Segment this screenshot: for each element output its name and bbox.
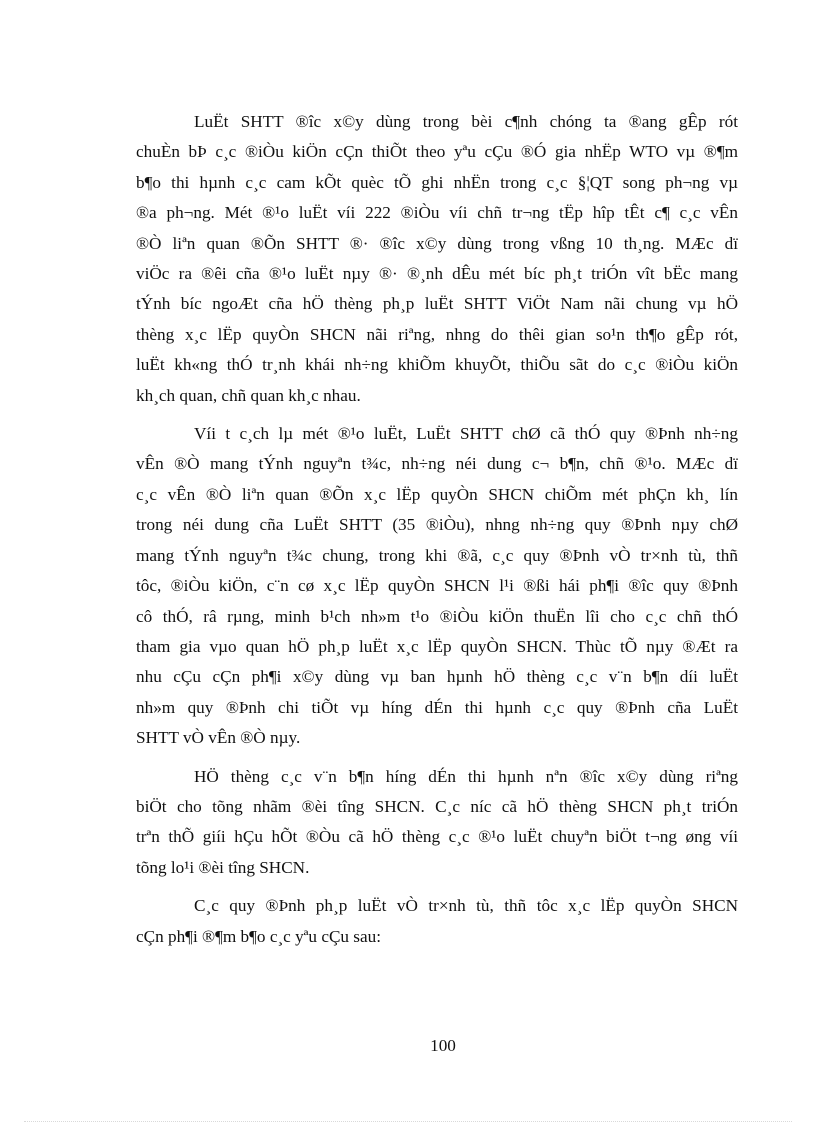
text-line: cÇn ph¶i ®¶m b¶o c¸c yªu cÇu sau:	[136, 926, 381, 946]
text-line: tõng lo¹i ®èi tîng SHCN.	[136, 857, 310, 877]
text-line: trªn thÕ giíi hÇu hÕt ®Òu cã hÖ thèng c¸c ®¹o luËt chuyªn biÖt t¬ng øng víi	[136, 827, 738, 847]
paragraph-4	[136, 891, 738, 952]
text-line: ®Ò liªn quan ®Õn SHTT ®· ®îc x©y dùng trong vßng 10 th¸ng. MÆc dï	[136, 233, 738, 253]
text-line: mang tÝnh nguyªn t¾c chung, trong khi ®ã, c¸c quy ®Þnh vÒ tr×nh tù, thñ	[136, 545, 738, 565]
text-line: ®a ph¬ng. Mét ®¹o luËt víi 222 ®iÒu víi chñ tr¬ng tËp hîp tÊt c¶ c¸c vÊn	[136, 203, 738, 223]
text-line: biÖt cho tõng nhãm ®èi tîng SHCN. C¸c níc cã hÖ thèng SHCN ph¸t triÓn	[136, 796, 738, 816]
text-line: SHTT vÒ vÊn ®Ò nµy.	[136, 728, 301, 748]
text-line: cô thÓ, râ rµng, minh b¹ch nh»m t¹o ®iÒu kiÖn thuËn lîi cho c¸c chñ thÓ	[136, 606, 738, 626]
text-line: trong néi dung cña LuËt SHTT (35 ®iÒu), nhng nh÷ng quy ®Þnh nµy chØ	[136, 515, 738, 535]
text-line: vÊn ®Ò mang tÝnh nguyªn t¾c, nh÷ng néi dung c¬ b¶n, chñ ®¹o. MÆc dï	[136, 454, 738, 474]
page-bottom-divider	[24, 1121, 792, 1122]
page-body	[136, 107, 738, 960]
text-line: nhu cÇu cÇn ph¶i x©y dùng vµ ban hµnh hÖ thèng c¸c v¨n b¶n díi luËt	[136, 667, 738, 687]
text-line: c¸c vÊn ®Ò liªn quan ®Õn x¸c lËp quyÒn SHCN chiÕm mét phÇn kh¸ lín	[136, 484, 738, 504]
text-line: chuÈn bÞ c¸c ®iÒu kiÖn cÇn thiÕt theo yªu cÇu ®Ó gia nhËp WTO vµ ®¶m	[136, 142, 738, 162]
text-line: tham gia vµo quan hÖ ph¸p luËt x¸c lËp quyÒn SHCN. Thùc tÕ nµy ®Æt ra	[136, 636, 738, 656]
text-line: thèng x¸c lËp quyÒn SHCN nãi riªng, nhng do thêi gian so¹n th¶o gÊp rót,	[136, 324, 738, 344]
paragraph-2	[136, 419, 738, 753]
text-line: tôc, ®iÒu kiÖn, c¨n cø x¸c lËp quyÒn SHCN l¹i ®ßi hái ph¶i ®îc quy ®Þnh	[136, 576, 738, 596]
page-number: 100	[430, 1036, 456, 1055]
text-line: HÖ thèng c¸c v¨n b¶n híng dÉn thi hµnh nªn ®îc x©y dùng riªng	[194, 766, 738, 786]
text-line: C¸c quy ®Þnh ph¸p luËt vÒ tr×nh tù, thñ tôc x¸c lËp quyÒn SHCN	[194, 896, 738, 916]
text-line: luËt kh«ng thÓ tr¸nh khái nh÷ng khiÕm khuyÕt, thiÕu sãt do c¸c ®iÒu kiÖn	[136, 355, 738, 375]
text-line: b¶o thi hµnh c¸c cam kÕt quèc tÕ ghi nhËn trong c¸c §¦QT song ph¬ng vµ	[136, 172, 738, 192]
text-line: nh»m quy ®Þnh chi tiÕt vµ híng dÉn thi hµnh c¸c quy ®Þnh cña LuËt	[136, 697, 738, 717]
paragraph-1	[136, 107, 738, 411]
paragraph-3	[136, 762, 738, 884]
text-line: tÝnh bíc ngoÆt cña hÖ thèng ph¸p luËt SHTT ViÖt Nam nãi chung vµ hÖ	[136, 294, 738, 314]
text-line: kh¸ch quan, chñ quan kh¸c nhau.	[136, 385, 361, 405]
text-line: LuËt SHTT ®îc x©y dùng trong bèi c¶nh chóng ta ®ang gÊp rót	[194, 112, 738, 131]
text-line: viÖc ra ®êi cña ®¹o luËt nµy ®· ®¸nh dÊu mét bíc ph¸t triÓn vît bËc mang	[136, 264, 738, 284]
text-line: Víi t c¸ch lµ mét ®¹o luËt, LuËt SHTT chØ cã thÓ quy ®Þnh nh÷ng	[194, 424, 738, 444]
